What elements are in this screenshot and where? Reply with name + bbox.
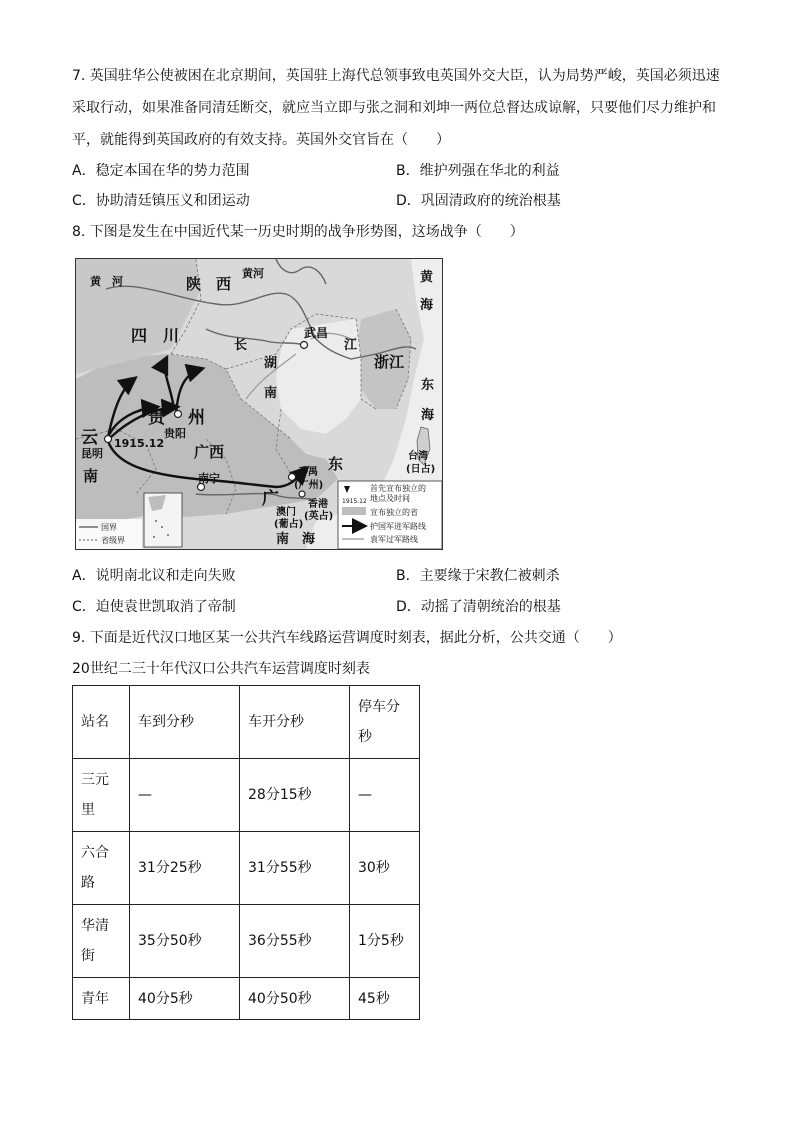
cell-line: 40分5秒 — [138, 990, 193, 1007]
label-huanghai-2: 海 — [420, 298, 434, 313]
cell-line: 三元 — [81, 772, 109, 788]
header-cell-depart — [240, 686, 350, 759]
label-zhejiang: 浙江 — [374, 353, 405, 371]
depart-cell — [240, 832, 350, 905]
cell-line: 车开分秒 — [248, 714, 304, 730]
header-cell-station — [73, 686, 130, 759]
q8-option-b[interactable]: B．主要缘于宋教仁被刺杀 — [396, 568, 560, 584]
q7-option-b[interactable]: B．维护列强在华北的利益 — [396, 163, 560, 179]
label-guizhou-1: 贵 — [148, 408, 165, 428]
cell-line: 华清 — [81, 918, 109, 934]
label-aomen: 澳门 — [276, 507, 296, 518]
label-guizhou-2: 州 — [188, 408, 205, 428]
label-sichuan: 四 川 — [131, 326, 180, 345]
label-panyu: 番禺 — [298, 467, 318, 478]
table-row — [73, 832, 420, 905]
table-row — [73, 905, 420, 978]
q8-option-a[interactable]: A．说明南北议和走向失败 — [72, 568, 236, 584]
stop-cell — [350, 978, 420, 1020]
cell-line: 秒 — [358, 729, 372, 745]
q9-table-caption: 20世纪二三十年代汉口公共汽车运营调度时刻表 — [72, 661, 370, 677]
label-nanhai: 南 海 — [276, 532, 316, 547]
q7-option-a[interactable]: A．稳定本国在华的势力范围 — [72, 163, 250, 179]
label-donghai-1: 东 — [421, 378, 435, 393]
stop-cell — [350, 905, 420, 978]
cell-line: — — [358, 787, 372, 803]
bus-schedule-table — [72, 685, 420, 1020]
q8-option-c[interactable]: C．迫使袁世凯取消了帝制 — [72, 599, 236, 615]
station-cell — [73, 978, 130, 1020]
cell-line: 车到分秒 — [138, 714, 194, 730]
label-dong: 东 — [328, 455, 344, 473]
table-row — [73, 978, 420, 1020]
legend-guojie: 国界 — [101, 523, 117, 532]
q7-stem-line-2: 采取行动，如果准备同清廷断交，就应当立即与张之洞和刘坤一两位总督达成谅解，只要他们尽力维护和 — [72, 100, 716, 116]
label-wuchang: 武昌 — [304, 326, 329, 340]
header-cell-arrive — [130, 686, 240, 759]
stop-cell — [350, 759, 420, 832]
label-ying: (英占) — [304, 511, 334, 522]
arrive-cell — [130, 905, 240, 978]
label-shaanxi: 陕 西 — [186, 275, 232, 293]
label-huanghe-w: 黄 河 — [90, 275, 123, 288]
legend-right — [338, 481, 442, 549]
label-huanghai-1: 黄 — [420, 270, 434, 285]
cell-line: — — [138, 787, 152, 803]
cell-line: 28分15秒 — [248, 787, 312, 803]
cell-line: 1分5秒 — [358, 933, 404, 949]
label-guangzhou: (广州) — [294, 480, 324, 491]
legend-left — [76, 519, 142, 549]
depart-cell — [240, 759, 350, 832]
label-guangxi: 广西 — [194, 443, 225, 461]
cell-line: 31分55秒 — [248, 860, 312, 876]
station-cell — [73, 905, 130, 978]
cell-line: 30秒 — [358, 860, 390, 876]
stop-cell — [350, 832, 420, 905]
arrive-cell — [130, 759, 240, 832]
q9-stem: 9. 下面是近代汉口地区某一公共汽车线路运营调度时刻表，据此分析，公共交通（ ） — [72, 630, 622, 646]
legend-shengji: 省级界 — [101, 536, 125, 545]
table-row — [73, 759, 420, 832]
cell-line: 45秒 — [358, 990, 390, 1007]
station-cell — [73, 832, 130, 905]
cell-line: 停车分 — [358, 699, 400, 715]
cell-line: 路 — [81, 875, 95, 891]
label-hunan-2: 南 — [264, 386, 278, 401]
cell-line: 青年 — [81, 990, 109, 1007]
cell-line: 街 — [81, 948, 95, 964]
header-cell-stop — [350, 686, 420, 759]
label-taiwan: 台湾 — [408, 451, 428, 462]
label-chang: 长 — [234, 338, 248, 353]
label-jiang: 江 — [344, 338, 358, 353]
cell-line: 40分50秒 — [248, 990, 312, 1007]
south-china-sea-inset — [144, 493, 182, 547]
label-nan: 南 — [83, 467, 99, 485]
cell-line: 31分25秒 — [138, 860, 202, 876]
legend-first-1: 首先宣布独立的 — [370, 484, 426, 493]
station-cell — [73, 759, 130, 832]
legend-first-2: 地点及时间 — [370, 494, 410, 503]
label-kunming: 昆明 — [81, 447, 103, 460]
legend-yuan: 袁军过军路线 — [370, 535, 418, 544]
label-nanning: 南宁 — [198, 472, 220, 485]
q8-stem: 8. 下图是发生在中国近代某一历史时期的战争形势图，这场战争（ ） — [72, 224, 524, 240]
cell-line: 里 — [81, 802, 95, 818]
legend-province: 宣布独立的省 — [370, 508, 418, 517]
label-guang: 广 — [262, 489, 279, 509]
label-huanghe-n: 黄河 — [242, 267, 264, 280]
q7-stem-line-3: 平，就能得到英国政府的有效支持。英国外交官旨在（ ） — [72, 132, 450, 148]
arrive-cell — [130, 832, 240, 905]
label-ri: (日占) — [406, 464, 436, 475]
arrive-cell — [130, 978, 240, 1020]
cell-line: 36分55秒 — [248, 933, 312, 949]
label-date: 1915.12 — [114, 437, 165, 450]
legend-huguo: 护国军进军路线 — [370, 522, 426, 531]
q8-option-d[interactable]: D．动摇了清朝统治的根基 — [396, 599, 561, 615]
depart-cell — [240, 905, 350, 978]
q7-option-c[interactable]: C．协助清廷镇压义和团运动 — [72, 193, 250, 209]
label-yun: 云 — [81, 428, 98, 448]
label-guiyang: 贵阳 — [164, 427, 186, 440]
q7-option-d[interactable]: D．巩固清政府的统治根基 — [396, 193, 561, 209]
q7-stem-line-1: 7. 英国驻华公使被困在北京期间，英国驻上海代总领事致电英国外交大臣，认为局势严峻，英国必须迅速 — [72, 68, 720, 84]
legend-first-date: 1915.12 — [342, 498, 367, 505]
cell-line: 35分50秒 — [138, 933, 202, 949]
table-header-row — [73, 686, 420, 759]
cell-line: 六合 — [81, 845, 109, 861]
label-pu: (葡占) — [274, 519, 304, 530]
label-xianggang: 香港 — [308, 499, 328, 510]
label-donghai-2: 海 — [421, 408, 435, 423]
cell-line: 站名 — [81, 714, 109, 730]
war-situation-map — [75, 258, 443, 550]
depart-cell — [240, 978, 350, 1020]
label-hunan-1: 湖 — [264, 356, 278, 371]
